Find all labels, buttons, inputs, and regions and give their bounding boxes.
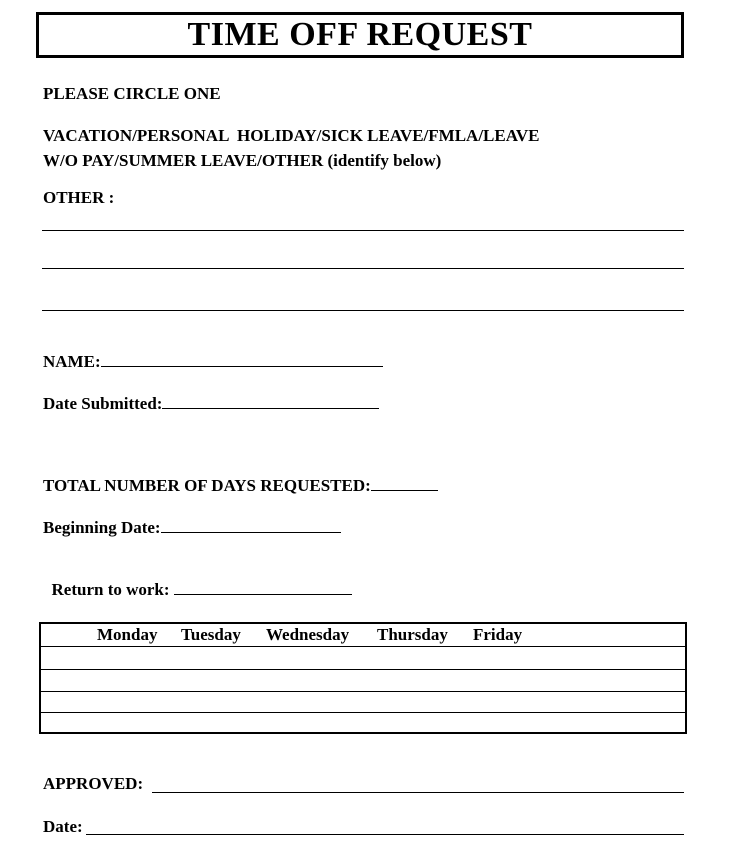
- approved-row: [43, 774, 143, 794]
- weekday-thursday: Thursday: [377, 625, 448, 644]
- weekday-monday: Monday: [97, 625, 158, 644]
- grid-row-2[interactable]: [41, 669, 685, 670]
- total-days-label: TOTAL NUMBER OF DAYS REQUESTED:: [43, 476, 371, 495]
- approved-field[interactable]: [152, 792, 684, 793]
- form-title: TIME OFF REQUEST: [187, 16, 533, 53]
- date-submitted-row: [43, 394, 379, 414]
- name-field[interactable]: [101, 352, 383, 367]
- approved-label: APPROVED:: [43, 774, 144, 793]
- name-label: NAME:: [43, 352, 101, 371]
- date-submitted-field[interactable]: [162, 394, 379, 409]
- grid-row-3[interactable]: [41, 691, 685, 692]
- beginning-date-field[interactable]: [161, 518, 341, 533]
- beginning-date-label: Beginning Date:: [43, 518, 161, 537]
- other-line-3[interactable]: [42, 310, 684, 311]
- other-label: OTHER :: [43, 188, 115, 207]
- weekday-friday: Friday: [473, 625, 523, 644]
- return-to-work-field[interactable]: [174, 580, 352, 595]
- date-field[interactable]: [86, 834, 684, 835]
- leave-types-line2: W/O PAY/SUMMER LEAVE/OTHER (identify below): [43, 151, 442, 170]
- other-line-2[interactable]: [42, 268, 684, 269]
- return-to-work-row: [43, 560, 352, 600]
- weekday-tuesday: Tuesday: [181, 625, 241, 644]
- return-to-work-label: Return to work:: [51, 580, 174, 599]
- circle-instruction: PLEASE CIRCLE ONE: [43, 84, 221, 103]
- grid-row-1[interactable]: [41, 646, 685, 647]
- beginning-date-row: [43, 518, 341, 538]
- date-row: [43, 817, 83, 837]
- weekday-wednesday: Wednesday: [266, 625, 350, 644]
- name-row: [43, 352, 383, 372]
- date-submitted-label: Date Submitted:: [43, 394, 163, 413]
- date-label: Date:: [43, 817, 83, 836]
- leave-types-line1: VACATION/PERSONAL HOLIDAY/SICK LEAVE/FMLA/LEAVE: [43, 126, 540, 145]
- weekday-grid: [39, 622, 687, 734]
- grid-row-4[interactable]: [41, 712, 685, 713]
- total-days-row: [43, 476, 438, 496]
- title-box: [36, 12, 684, 58]
- other-line-1[interactable]: [42, 230, 684, 231]
- total-days-field[interactable]: [371, 476, 438, 491]
